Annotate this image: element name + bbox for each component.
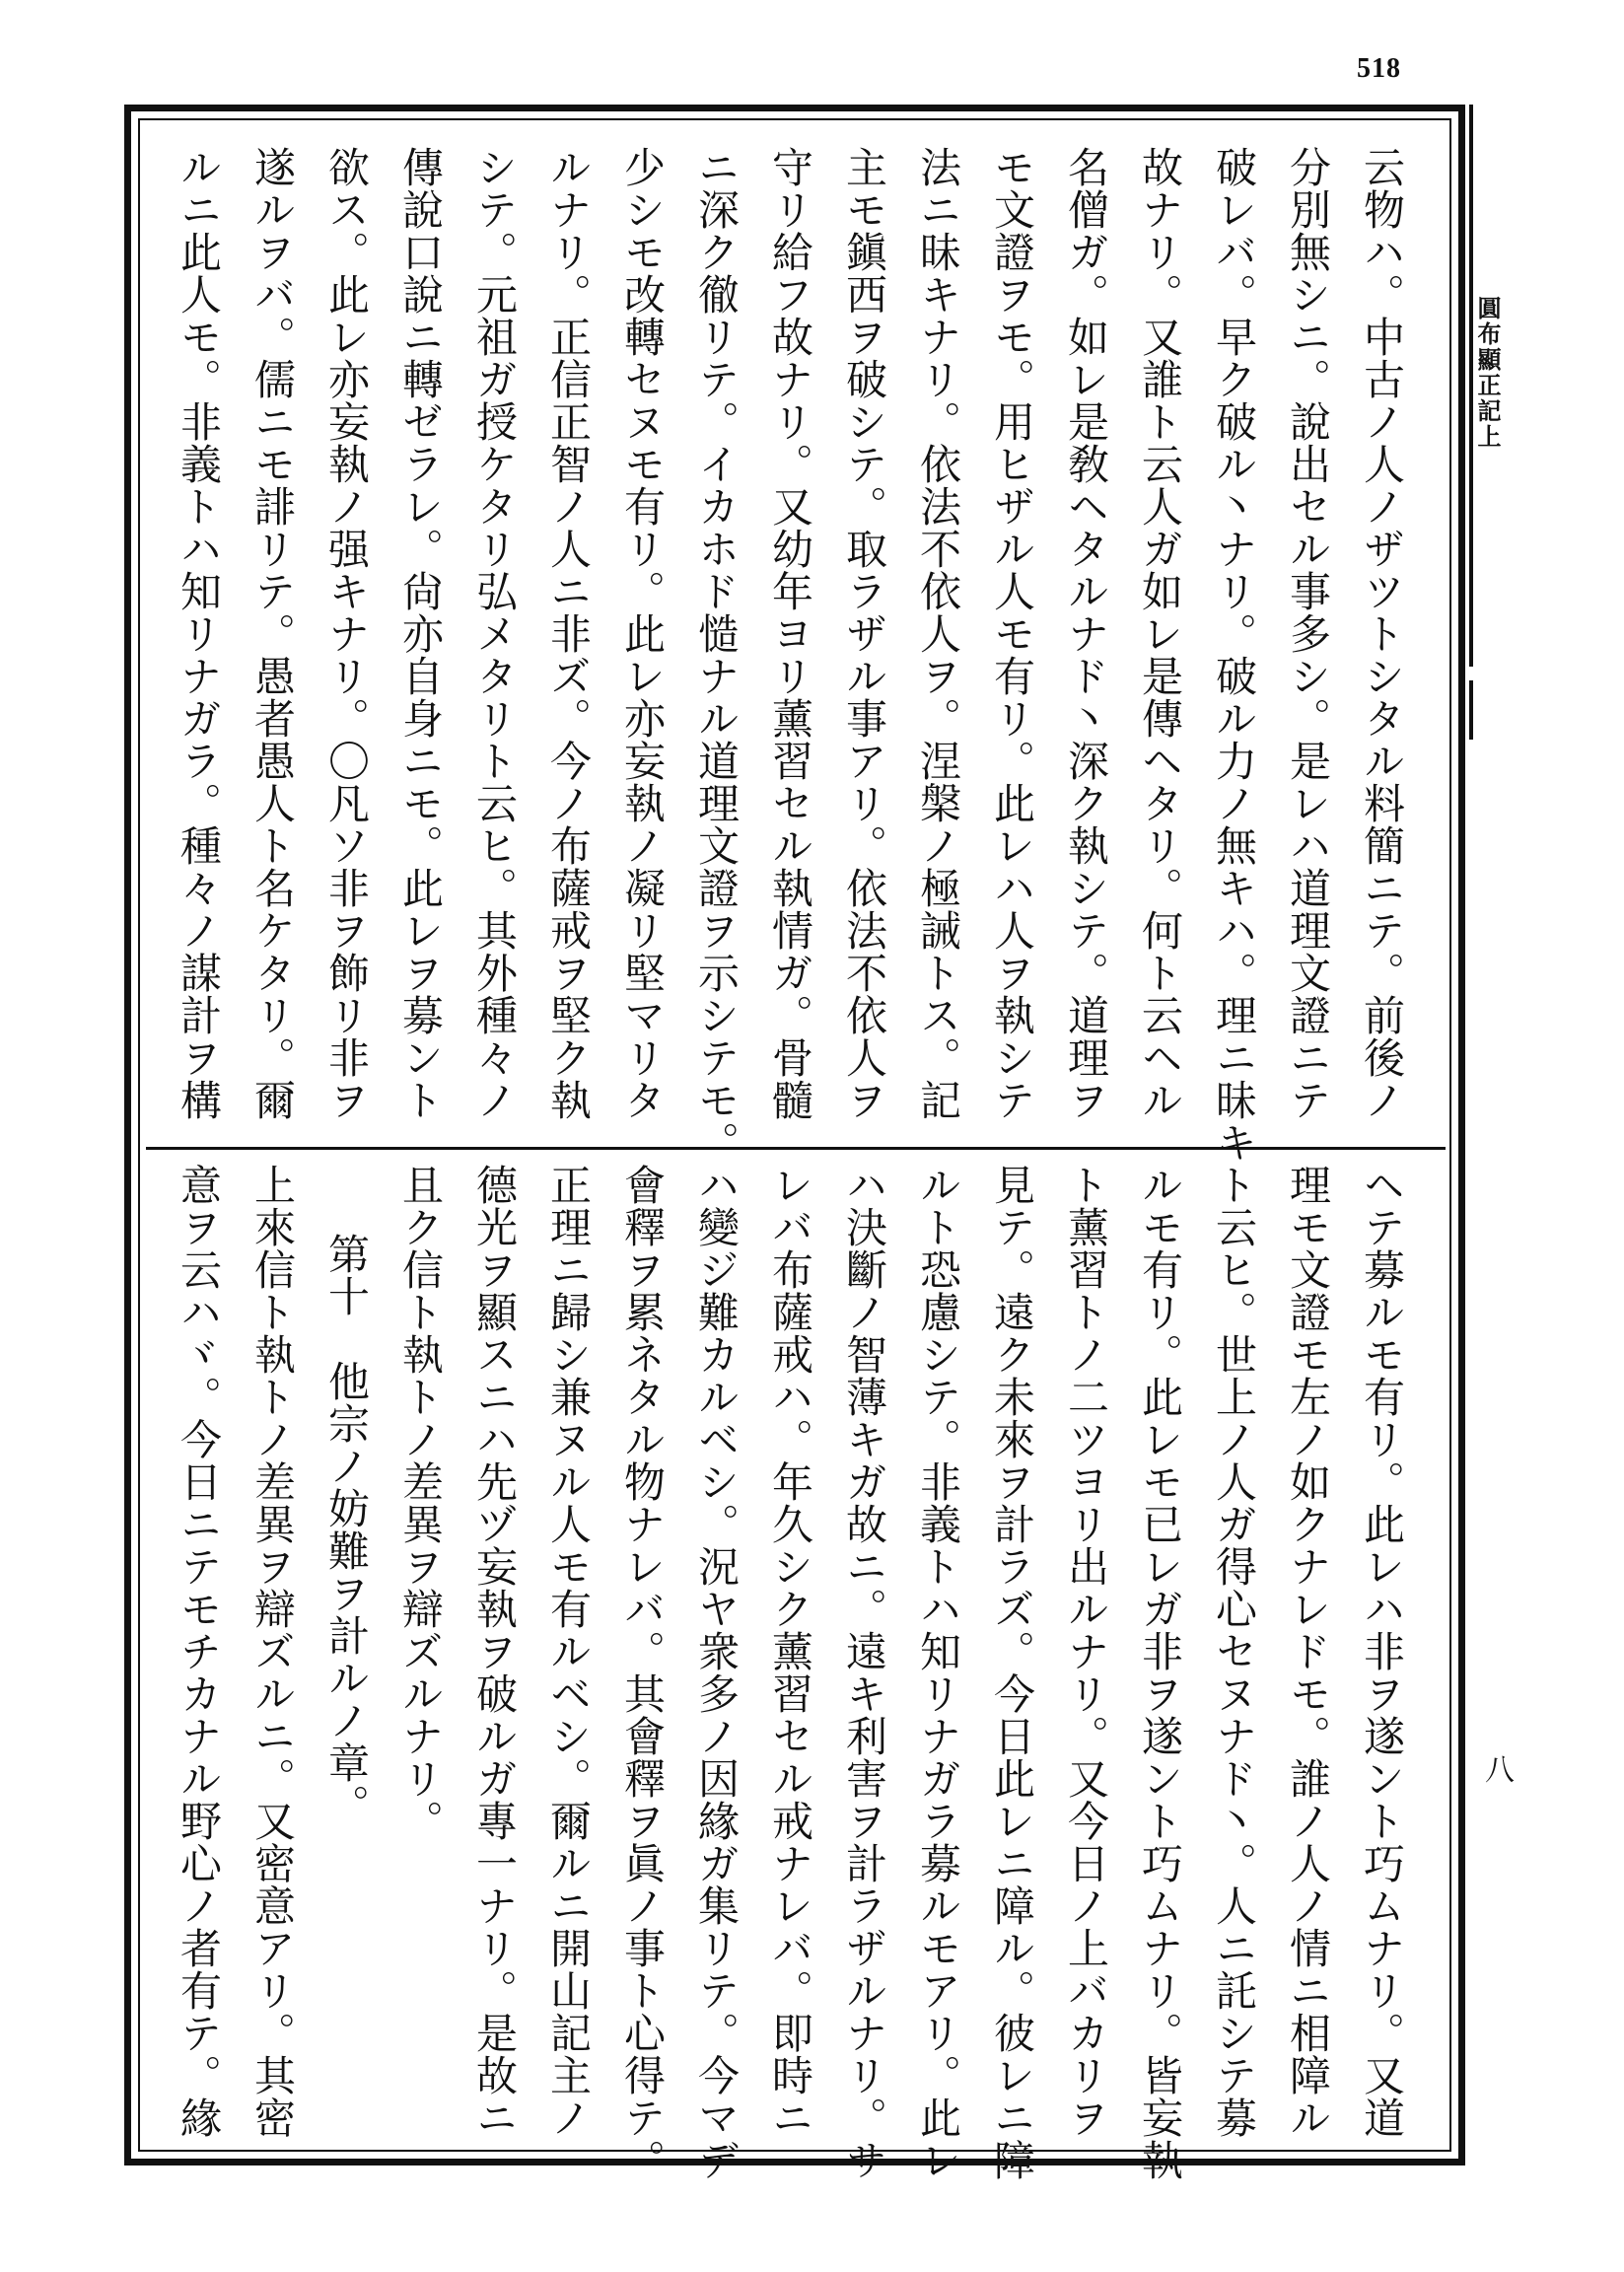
text-line: ニ深ク徹リテ。イカホド慥ナル道理文證ヲ示シテモ。 — [692, 146, 741, 1164]
folio-mark: 八 — [1485, 1753, 1515, 1788]
text-line: 理モ文證モ左ノ如クナレドモ。誰ノ人ノ情ニ相障ル — [1284, 1164, 1332, 2139]
text-line: 守リ給フ故ナリ。又幼年ヨリ薰習セル執情ガ。骨髓 — [766, 146, 814, 1121]
upper-text-block — [162, 146, 1419, 1164]
text-line: 上來信ト執トノ差異ヲ辯ズルニ。又密意アリ。其密 — [248, 1164, 297, 2139]
text-line: ルニ此人モ。非義トハ知リナガラ。種々ノ謀計ヲ構 — [175, 146, 223, 1121]
chapter-heading: 第十 他宗ノ妨難ヲ計ルノ章。 — [322, 1233, 371, 1826]
text-line: 意ヲ云ハヾ。今日ニテモチカナル野心ノ者有テ。緣 — [175, 1164, 223, 2139]
text-line: ト云ヒ。世上ノ人ガ得心セヌナド丶。人ニ託シテ募 — [1210, 1164, 1258, 2139]
text-line: ハ決斷ノ智薄キガ故ニ。遠キ利害ヲ計ラザルナリ。サ — [840, 1164, 888, 2181]
text-line: 正理ニ歸シ兼ヌル人モ有ルベシ。爾ルニ開山記主ノ — [544, 1164, 593, 2139]
text-line: レバ布薩戒ハ。年久シク薰習セル戒ナレバ。即時ニ — [766, 1164, 814, 2139]
text-line: 且ク信ト執トノ差異ヲ辯ズルナリ。 — [396, 1164, 445, 1842]
text-line: シテ。元祖ガ授ケタリ弘メタリト云ヒ。其外種々ノ — [470, 146, 519, 1121]
text-line: 名僧ガ。如レ是敎ヘタルナド丶深ク執シテ。道理ヲ — [1062, 146, 1110, 1121]
text-line: ヘテ募ルモ有リ。此レハ非ヲ遂ント巧ムナリ。又道 — [1358, 1164, 1406, 2139]
text-line: ルモ有リ。此レモ已レガ非ヲ遂ント巧ムナリ。皆妄執 — [1136, 1164, 1184, 2181]
text-line: 分別無シニ。說出セル事多シ。是レハ道理文證ニテ — [1284, 146, 1332, 1121]
text-line: 見テ。遠ク未來ヲ計ラズ。今日此レニ障ル。彼レニ障 — [988, 1164, 1036, 2181]
margin-rule-lower — [1469, 680, 1473, 740]
text-line: 故ナリ。又誰ト云人ガ如レ是傳ヘタリ。何ト云ヘル — [1136, 146, 1184, 1121]
running-head: 圓布顯正記上 — [1473, 296, 1502, 450]
text-line: 德光ヲ顯スニハ先ヅ妄執ヲ破ルガ專一ナリ。是故ニ — [470, 1164, 519, 2139]
lower-text-block — [162, 1164, 1419, 2181]
text-line: 少シモ改轉セヌモ有リ。此レ亦妄執ノ凝リ堅マリタ — [618, 146, 667, 1121]
text-line: ト薰習トノ二ツヨリ出ルナリ。又今日ノ上バカリヲ — [1062, 1164, 1110, 2139]
page-number: 518 — [1357, 53, 1401, 84]
text-line: モ文證ヲモ。用ヒザル人モ有リ。此レハ人ヲ執シテ — [988, 146, 1036, 1121]
text-line: ハ變ジ難カルベシ。況ヤ衆多ノ因緣ガ集リテ。今マデ — [692, 1164, 741, 2181]
text-line: ルト恐慮シテ。非義トハ知リナガラ募ルモアリ。此レ — [914, 1164, 962, 2181]
text-line: 會釋ヲ累ネタル物ナレバ。其會釋ヲ眞ノ事ト心得テ。 — [618, 1164, 667, 2181]
text-line: 云物ハ。中古ノ人ノザツトシタル料簡ニテ。前後ノ — [1358, 146, 1406, 1121]
text-line: 法ニ昧キナリ。依法不依人ヲ。涅槃ノ極誡トス。記 — [914, 146, 962, 1121]
text-line: 傳說口說ニ轉ゼラレ。尙亦自身ニモ。此レヲ募ント — [396, 146, 445, 1121]
text-line: ルナリ。正信正智ノ人ニ非ズ。今ノ布薩戒ヲ堅ク執 — [544, 146, 593, 1121]
text-line: 遂ルヲバ。儒ニモ誹リテ。愚者愚人ト名ケタリ。爾 — [248, 146, 297, 1121]
text-line: 主モ鎭西ヲ破シテ。取ラザル事アリ。依法不依人ヲ — [840, 146, 888, 1121]
text-line: 欲ス。此レ亦妄執ノ强キナリ。〇凡ソ非ヲ飾リ非ヲ — [322, 146, 371, 1121]
text-line: 破レバ。早ク破ル丶ナリ。破ル力ノ無キハ。理ニ昧キ — [1210, 146, 1258, 1164]
